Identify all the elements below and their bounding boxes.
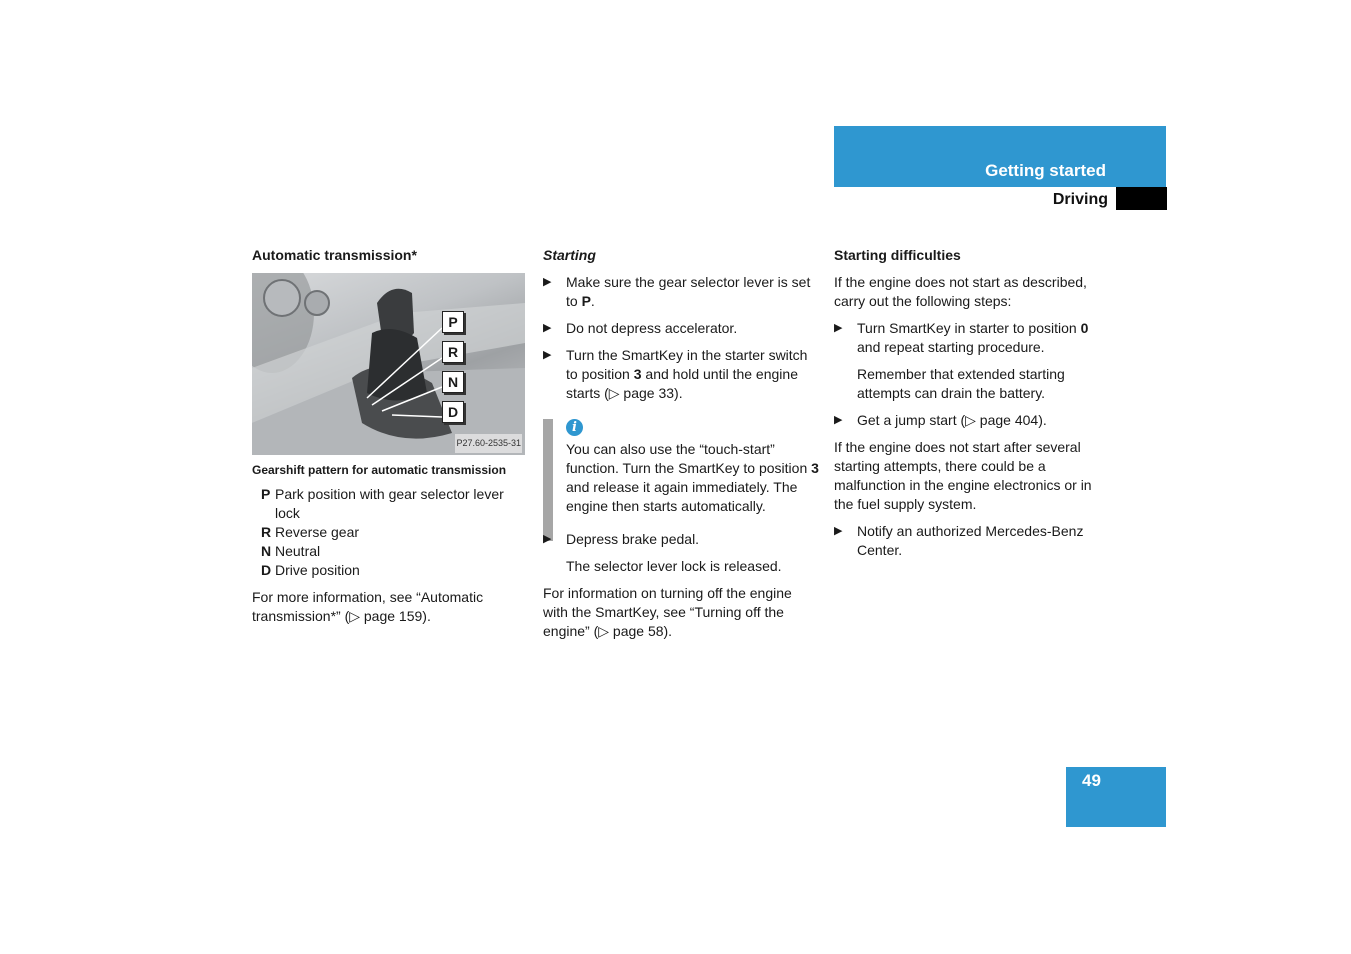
legend-text: Drive position (275, 562, 360, 578)
legend-key: P (261, 486, 271, 502)
step-text: Make sure the gear selector lever is set to (566, 274, 811, 309)
gearshift-figure (252, 273, 525, 455)
step-text: Get a jump start (▷ page 404). (857, 412, 1047, 428)
legend-key: R (261, 524, 272, 540)
page-number: 49 (1082, 771, 1101, 790)
gear-label-d: D (442, 401, 464, 423)
heading-starting: Starting (543, 247, 596, 263)
legend-text: Neutral (275, 543, 321, 559)
step-bold: 0 (1080, 320, 1089, 336)
step-text: Turn SmartKey in starter to position (857, 320, 1081, 336)
step-no-accelerator (543, 319, 819, 338)
legend-item (261, 523, 527, 542)
info-icon: i (566, 419, 583, 436)
heading-starting-difficulties: Starting difficulties (834, 247, 961, 263)
step-text: and repeat starting procedure. (857, 339, 1045, 355)
note-text: and release it again immediately. The engine then starts automatically. (566, 479, 798, 514)
column-starting-difficulties (834, 246, 1110, 568)
bullet-triangle-icon: ▶ (834, 414, 843, 426)
step-text: Turn the SmartKey in the starter switch to position (566, 347, 808, 382)
gearshift-illustration (252, 273, 525, 455)
step-notify-center (834, 522, 1110, 560)
legend-key: N (261, 543, 272, 559)
legend-item (261, 542, 527, 561)
step-turn-smartkey (543, 346, 819, 403)
malfunction-paragraph: If the engine does not start after several starting attempts, there could be a malfunction in the engine electronics or in the fuel supply system. (834, 439, 1092, 512)
turn-off-paragraph: For information on turning off the engine with the SmartKey, see “Turning off the engine” (▷ page 58). (543, 585, 792, 639)
column-automatic-transmission (252, 246, 527, 634)
note-bar (543, 419, 553, 541)
bullet-triangle-icon: ▶ (834, 322, 843, 334)
section-tab (1116, 187, 1167, 210)
legend-text: Reverse gear (275, 524, 360, 540)
intro-paragraph: If the engine does not start as described, carry out the following steps: (834, 274, 1087, 309)
heading-automatic-transmission: Automatic transmission* (252, 247, 417, 263)
step-bold: P (581, 293, 591, 309)
step-bold: 3 (633, 366, 642, 382)
info-note (543, 419, 819, 516)
note-bold: 3 (811, 460, 819, 476)
gear-legend (252, 485, 527, 580)
gear-label-p: P (442, 311, 464, 333)
bullet-triangle-icon: ▶ (543, 533, 552, 545)
step-text: Depress brake pedal. (566, 531, 700, 547)
gear-label-n: N (442, 371, 464, 393)
step-brake-pedal (543, 530, 819, 549)
step-jump-start (834, 411, 1110, 430)
more-info-paragraph: For more information, see “Automatic transmission*” (▷ page 159). (252, 589, 484, 624)
section-title: Getting started (985, 161, 1106, 180)
bullet-triangle-icon: ▶ (543, 276, 552, 288)
step-text: Do not depress accelerator. (566, 320, 738, 336)
battery-remark: Remember that extended starting attempts can drain the battery. (857, 366, 1065, 401)
gear-label-r: R (442, 341, 464, 363)
legend-item (261, 561, 527, 580)
bullet-triangle-icon: ▶ (543, 322, 552, 334)
step-gear-selector (543, 273, 819, 311)
bullet-triangle-icon: ▶ (543, 349, 552, 361)
step-text: . (590, 293, 595, 309)
legend-text: Park position with gear selector lever lock (275, 486, 504, 521)
page-number-box (1066, 767, 1166, 827)
legend-item (261, 485, 527, 523)
column-starting (543, 246, 819, 649)
step-result: The selector lever lock is released. (566, 558, 782, 574)
step-repeat-starting (834, 319, 1110, 357)
step-text: Notify an authorized Mercedes-Benz Center. (857, 523, 1084, 558)
subsection-title: Driving (1052, 191, 1108, 208)
bullet-triangle-icon: ▶ (834, 525, 843, 537)
figure-code: P27.60-2535-31 (455, 434, 522, 453)
figure-caption: Gearshift pattern for automatic transmission (252, 463, 507, 477)
header-bar (834, 126, 1166, 187)
legend-key: D (261, 562, 272, 578)
note-text: You can also use the “touch-start” function. Turn the SmartKey to position (566, 441, 812, 476)
step-text: and hold until the engine starts (▷ page 33). (566, 366, 798, 401)
subheader (834, 187, 1167, 211)
